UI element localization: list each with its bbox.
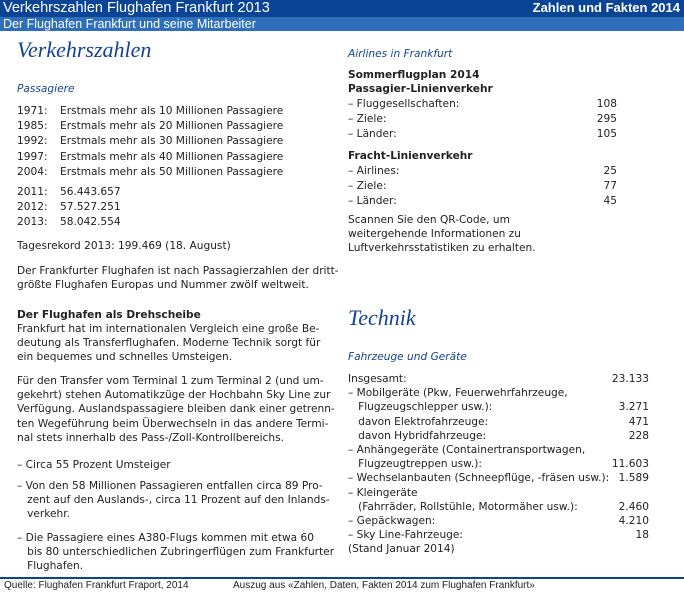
milestone-text: Erstmals mehr als 40 Millionen Passagiere (60, 150, 284, 163)
footer-source: Quelle: Flughafen Frankfurt Fraport, 2014 (4, 580, 189, 591)
vehicle-stat-row-label: davon Elektrofahrzeuge: (348, 415, 489, 428)
bullet-distribution-line: verkehr. (17, 508, 70, 521)
vehicle-stat-row-label: – Wechselanbauten (Schneepflüge, -fräsen usw.): (348, 472, 610, 485)
transfer-text-line: nal stets innerhalb des Pass-/Zoll-Kontrollbereichs. (17, 431, 284, 444)
milestone-text: Erstmals mehr als 30 Millionen Passagiere (60, 135, 284, 148)
cargo-stat-row-value: 45 (603, 195, 617, 207)
vehicle-stat-row-label: – Gepäckwagen: (348, 515, 436, 527)
vehicle-stat-row-value: 1.589 (618, 472, 649, 485)
passenger-stat-row (348, 98, 617, 111)
yearly-value: 57.527.251 (60, 201, 121, 214)
transfer-text-line: Verfügung. Auslandspassagiere bleiben dank einer getrenn- (17, 403, 335, 416)
vehicle-stat-row (348, 401, 649, 414)
vehicle-stat-row-label: – Anhängegeräte (Containertransportwagen, (348, 444, 586, 456)
milestone-year: 1992: (17, 135, 48, 148)
qr-text-line: Scannen Sie den QR-Code, um (348, 214, 510, 226)
hub-text-line: ein bequemes und schnelles Umsteigen. (17, 351, 233, 364)
footer-excerpt: Auszug aus «Zahlen, Daten, Fakten 2014 zum Flughafen Frankfurt» (233, 580, 535, 591)
vehicle-stat-row-label: Flugzeugtreppen usw.): (348, 458, 482, 471)
cargo-stat-row-value: 77 (603, 180, 617, 192)
vehicle-stat-row-label: (Stand Januar 2014) (348, 543, 455, 556)
cargo-stat-row-value: 25 (603, 165, 617, 177)
passenger-stat-row-label: – Ziele: (348, 113, 387, 125)
vehicle-stat-row (348, 472, 649, 485)
passenger-stat-row-label: – Fluggesellschaften: (348, 98, 460, 110)
hub-text-line: deutung als Transferflughafen. Moderne Technik sorgt für (17, 337, 321, 350)
passenger-stat-row-label: – Länder: (348, 128, 397, 140)
passenger-service-title: Passagier-Linienverkehr (348, 83, 493, 95)
vehicle-stat-row (348, 543, 649, 556)
bullet-a380-line: Flughafen. (17, 560, 84, 573)
transfer-text-line: gekehrt) stehen Automatikzüge der Hochbahn Sky Line zur (17, 389, 331, 402)
page-title: Verkehrszahlen Flughafen Frankfurt 2013 (3, 0, 270, 16)
passenger-stat-row-value: 105 (596, 128, 617, 140)
subheading-passagiere: Passagiere (17, 83, 75, 95)
bullet-a380-line: bis 80 unterschiedlichen Zubringerflügen zum Frankfurter (17, 546, 335, 559)
cargo-service-title: Fracht-Linienverkehr (348, 150, 473, 162)
vehicle-stat-row-value: 228 (628, 429, 649, 442)
qr-text-line: weitergehende Informationen zu (348, 228, 521, 241)
milestone-year: 1997: (17, 150, 48, 163)
vehicle-stat-row (348, 501, 649, 514)
transfer-text-line: ten Wegeführung beim Überwechseln in das andere Termi- (17, 417, 329, 430)
milestone-year: 1971: (17, 105, 48, 117)
hub-title: Der Flughafen als Drehscheibe (17, 309, 201, 321)
rank-text-1: Der Frankfurter Flughafen ist nach Passagierzahlen der dritt- (17, 265, 339, 277)
vehicle-stat-row-label: – Sky Line-Fahrzeuge: (348, 529, 463, 542)
vehicle-stat-row (348, 444, 649, 457)
yearly-year: 2011: (17, 186, 48, 198)
cargo-stat-row (348, 180, 617, 193)
summer-schedule-title: Sommerflugplan 2014 (348, 69, 480, 81)
yearly-value: 56.443.657 (60, 186, 121, 198)
qr-text-line: Luftverkehrsstatistiken zu erhalten. (348, 242, 536, 255)
vehicle-stat-row-value: 471 (628, 415, 649, 428)
heading-verkehrszahlen: Verkehrszahlen (17, 37, 152, 62)
vehicle-stat-row (348, 515, 649, 528)
heading-technik: Technik (348, 305, 416, 330)
cargo-stat-row (348, 165, 617, 178)
vehicle-stat-row-value: 18 (635, 529, 649, 542)
passenger-stat-row (348, 113, 617, 126)
rank-text-2: größte Flughafen Europas und Nummer zwölf weltweit. (17, 279, 309, 291)
subheading-fahrzeuge: Fahrzeuge und Geräte (348, 351, 467, 363)
milestone-year: 1985: (17, 120, 48, 133)
header-right-label: Zahlen und Fakten 2014 (532, 0, 680, 15)
cargo-stat-row-label: – Länder: (348, 195, 397, 207)
bullet-umsteiger: – Circa 55 Prozent Umsteiger (17, 459, 171, 471)
passenger-stat-row-value: 108 (596, 98, 617, 110)
cargo-stat-row-label: – Airlines: (348, 165, 400, 177)
hub-text-line: Frankfurt hat im internationalen Vergleich eine große Be- (17, 323, 320, 335)
vehicle-stat-row-label: – Mobilgeräte (Pkw, Feuerwehrfahrzeuge, (348, 387, 568, 400)
vehicle-stat-row-label: davon Hybridfahrzeuge: (348, 429, 487, 442)
yearly-value: 58.042.554 (60, 216, 121, 229)
milestone-year: 2004: (17, 165, 48, 178)
passenger-stat-row (348, 128, 617, 141)
vehicle-stat-row-label: (Fahrräder, Rollstühle, Motormäher usw.): (348, 500, 578, 513)
vehicle-stat-row (348, 458, 649, 471)
bullet-a380-line: – Die Passagiere eines A380-Flugs kommen mit etwa 60 (17, 532, 314, 544)
vehicle-stat-row-value: 11.603 (611, 458, 649, 471)
milestone-text: Erstmals mehr als 50 Millionen Passagiere (60, 165, 284, 178)
passenger-stat-row-value: 295 (596, 113, 617, 125)
milestone-text: Erstmals mehr als 10 Millionen Passagiere (60, 105, 284, 117)
cargo-stat-row-label: – Ziele: (348, 180, 387, 192)
record-text: Tagesrekord 2013: 199.469 (18. August) (17, 240, 231, 252)
vehicle-stat-row-value: 3.271 (618, 401, 649, 414)
vehicle-stat-row-label: Flugzeugschlepper usw.): (348, 401, 493, 414)
vehicle-stat-row-value: 4.210 (618, 515, 649, 527)
transfer-text-line: Für den Transfer vom Terminal 1 zum Terminal 2 (und um- (17, 375, 324, 387)
vehicle-stat-row (348, 387, 649, 400)
vehicle-stat-row (348, 430, 649, 443)
milestone-text: Erstmals mehr als 20 Millionen Passagiere (60, 120, 284, 133)
vehicle-stat-row-value: 23.133 (611, 373, 649, 385)
vehicle-stat-row (348, 487, 649, 500)
vehicle-stat-row (348, 529, 649, 542)
vehicle-stat-row (348, 373, 649, 386)
subheading-airlines: Airlines in Frankfurt (348, 48, 453, 60)
vehicle-stat-row-label: – Kleingeräte (348, 486, 418, 499)
footer (0, 578, 684, 593)
vehicle-stat-row-label: Insgesamt: (348, 373, 407, 385)
yearly-year: 2012: (17, 201, 48, 214)
page-subtitle: Der Flughafen Frankfurt und seine Mitarbeiter (3, 17, 256, 31)
cargo-stat-row (348, 195, 617, 208)
bullet-distribution-line: zent auf den Auslands-, circa 11 Prozent auf den Inlands- (17, 494, 330, 507)
vehicle-stat-row-value: 2.460 (618, 500, 649, 513)
yearly-year: 2013: (17, 216, 48, 229)
bullet-distribution-line: – Von den 58 Millionen Passagieren entfallen circa 89 Pro- (17, 480, 323, 492)
vehicle-stat-row (348, 416, 649, 429)
